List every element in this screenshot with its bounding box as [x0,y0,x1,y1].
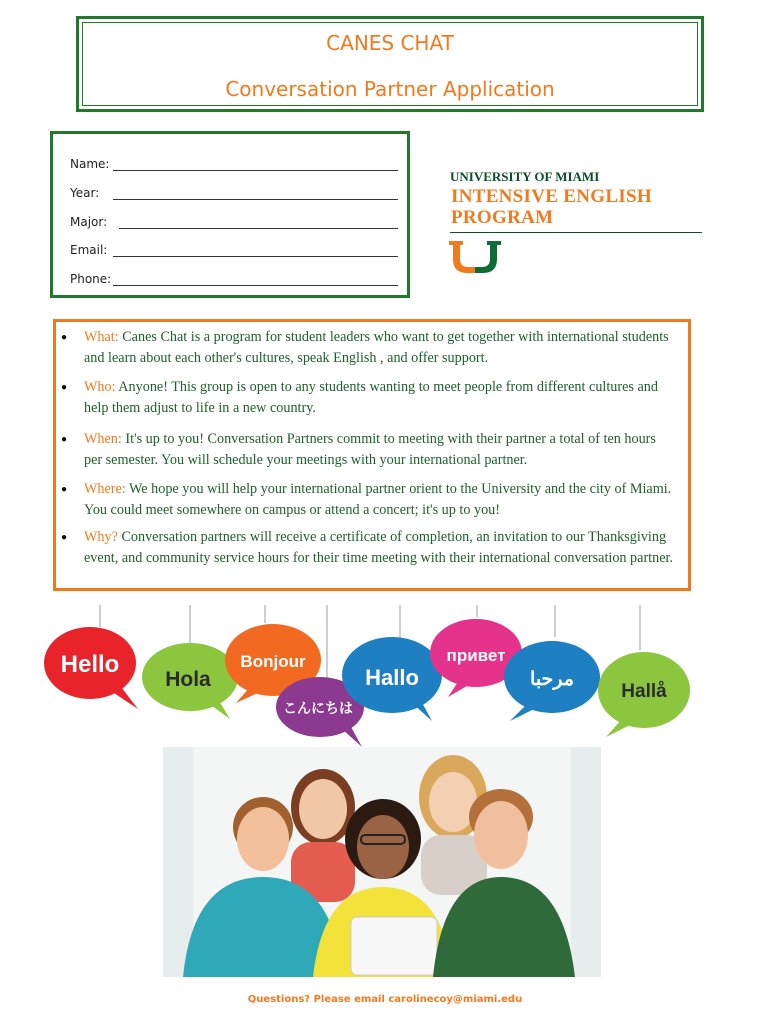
info-what [84,327,676,369]
email-label: Email: [70,243,108,257]
info-where [84,479,676,521]
info-why-label: Why? [84,529,118,545]
info-when-label: When: [84,431,122,447]
bullet-icon: ● [61,484,68,495]
page-subtitle: Conversation Partner Application [225,77,555,101]
bullet-icon: ● [61,382,68,393]
bullet-icon: ● [61,434,68,445]
bubble-hola [142,643,238,719]
greeting-bubbles [40,605,700,750]
info-why-text: Conversation partners will receive a certificate of completion, an invitation to our Thanksgiving event, and community service hours for their time meeting with their international conversation partner. [84,529,673,566]
year-field[interactable] [113,199,398,200]
bubble-marhaba [504,641,600,721]
info-why [84,527,676,569]
phone-field[interactable] [113,285,398,286]
greeting-privet: привет [446,646,506,665]
title-box [76,16,704,112]
contact-footer: Questions? Please email carolinecoy@miami.edu [247,994,523,1005]
info-box [53,319,691,591]
greeting-marhaba: مرحبا [530,669,574,690]
application-form [50,131,410,298]
greeting-hola: Hola [165,668,211,691]
info-where-text: We hope you will help your international partner orient to the University and the city of Miami. You could meet somewhere on campus or attend a concert; it's up to you! [84,481,672,518]
greeting-hallo: Hallo [365,665,419,690]
greeting-halla: Hallå [621,681,667,702]
info-who-label: Who: [84,379,116,395]
greeting-hello: Hello [60,651,120,678]
name-field[interactable] [113,170,398,171]
greeting-konnichiwa: こんにちは [283,700,353,716]
u-logo-icon [449,241,501,273]
program-name-line2: PROGRAM [451,207,554,228]
university-name: UNIVERSITY OF MIAMI [450,169,600,184]
bullet-icon: ● [61,532,68,543]
page-title: CANES CHAT [326,31,454,55]
program-name-line1: INTENSIVE ENGLISH [451,186,652,207]
info-where-label: Where: [84,481,126,497]
bubble-hello [44,627,138,709]
info-what-text: Canes Chat is a program for student leaders who want to get together with international students and learn about each other's cultures, speak English , and offer support. [84,329,669,366]
phone-label: Phone: [70,272,112,286]
bullet-icon: ● [61,332,68,343]
info-who [84,377,676,419]
email-field[interactable] [113,256,398,257]
major-field[interactable] [119,228,398,229]
name-label: Name: [70,157,110,171]
logo-divider [450,232,702,233]
bubble-halla [598,652,690,737]
info-when-text: It's up to you! Conversation Partners commit to meeting with their partner a total of ten hours per semester. You will schedule your meetings with your international partner. [84,431,656,468]
year-label: Year: [70,186,100,200]
info-when [84,429,676,471]
students-photo [163,747,601,977]
major-label: Major: [70,215,108,229]
info-what-label: What: [84,329,119,345]
greeting-bonjour: Bonjour [240,652,306,671]
info-who-text: Anyone! This group is open to any students wanting to meet people from different cultures and help them adjust to life in a new country. [84,379,658,416]
